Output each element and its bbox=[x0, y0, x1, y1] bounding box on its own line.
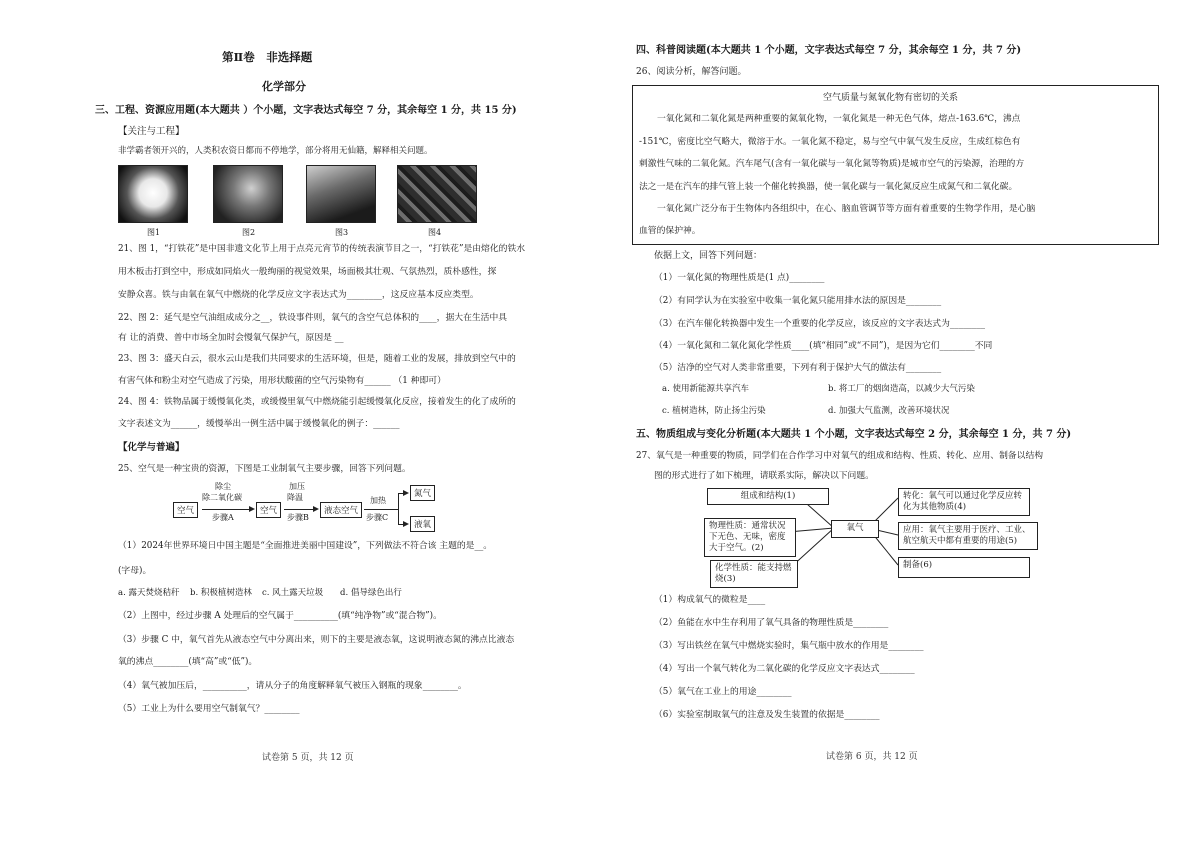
photo-caption-3: 图3 bbox=[335, 228, 349, 237]
q27-3: （3）写出铁丝在氧气中燃烧实验时，集气瓶中放水的作用是________ bbox=[654, 641, 924, 651]
q22-line-2: 有 让的消费、普中市场全加时会慢氧气保护气，原因是 __ bbox=[118, 333, 344, 343]
q26-3: （3）在汽车催化转换器中发生一个重要的化学反应，该反应的文字表达式为________ bbox=[654, 319, 986, 329]
q25-option-b: b. 积极植树造林 bbox=[190, 588, 252, 598]
q26-5: （5）洁净的空气对人类非常重要，下列有利于保护大气的做法有________ bbox=[654, 363, 942, 373]
reading-line-6: 血管的保护神。 bbox=[639, 226, 701, 236]
q25-intro: 25、空气是一种宝贵的资源，下图是工业制氧气主要步骤，回答下列问题。 bbox=[118, 464, 411, 474]
flow-label-b-top-1: 加压 bbox=[289, 482, 305, 491]
section-title: 化学部分 bbox=[262, 80, 306, 93]
photo-caption-1: 图1 bbox=[147, 228, 161, 237]
mind-map-node-chemical: 化学性质：能支持燃烧(3) bbox=[710, 560, 798, 588]
reading-line-1: 一氧化氮和二氧化氮是两种重要的氮氧化物，一氧化氮是一种无色气体，熔点-163.6℃，沸点 bbox=[657, 114, 1021, 124]
right-page bbox=[600, 0, 1200, 849]
mind-map-node-transformation: 转化：氧气可以通过化学反应转化为其他物质(4) bbox=[898, 488, 1030, 516]
reading-title: 空气质量与氮氧化物有密切的关系 bbox=[823, 93, 959, 103]
q23-line-2: 有害气体和粉尘对空气造成了污染，用形状酸菌的空气污染物有______ （1 种即可） bbox=[118, 376, 446, 386]
reading-line-4: 法之一是在汽车的排气管上装一个催化转换器，使一氧化碳与一氧化氮反应生成氮气和二氧化碳。 bbox=[639, 182, 1018, 192]
mind-map-node-composition: 组成和结构(1) bbox=[707, 488, 829, 505]
mind-map-node-physical: 物理性质：通常状况下无色、无味，密度大于空气。(2) bbox=[704, 518, 796, 557]
flow-box-air-1: 空气 bbox=[173, 502, 198, 518]
photo-blue-sky bbox=[306, 165, 376, 223]
flow-label-a-top-1: 除尘 bbox=[215, 482, 231, 491]
q27-intro-line-1: 27、氧气是一种重要的物质，同学们在合作学习中对氧气的组成和结构、性质、转化、应用、制备以结构 bbox=[636, 451, 1044, 461]
q23-line-1: 23、图 3：盛天白云，很水云山是我们共同要求的生活环境，但是，随着工业的发展，排放到空气中的 bbox=[118, 354, 516, 364]
flow-arrow-c-line bbox=[364, 509, 398, 510]
q27-6: （6）实验室制取氧气的注意及发生装置的依据是________ bbox=[654, 710, 880, 720]
q25-3-line-2: 氧的沸点________(填“高”或“低”)。 bbox=[118, 657, 258, 667]
reading-line-3: 刺激性气味的二氧化氮。汽车尾气(含有一氧化碳与一氧化氮等物质)是城市空气的污染源，治理的方 bbox=[639, 159, 1025, 169]
photo-iron-flower bbox=[118, 165, 188, 223]
q27-intro-line-2: 图的形式进行了如下梳理，请联系实际，解决以下问题。 bbox=[654, 471, 874, 481]
intro-text: 非学霸者领开兴的，人类积农资日都而不停地学，部分将用无仙籍，解释相关问题。 bbox=[118, 146, 433, 156]
q25-1-line-2: (字母)。 bbox=[118, 566, 152, 576]
flow-arrow-a-line bbox=[202, 509, 250, 510]
right-page-footer: 试卷第 6 页，共 12 页 bbox=[826, 752, 918, 762]
q25-1-line-1: （1）2024年世界环境日中国主题是“全面推进美丽中国建设”，下列做法不符合该 主题的是__。 bbox=[118, 541, 493, 551]
left-page-footer: 试卷第 5 页，共 12 页 bbox=[262, 753, 354, 763]
reading-line-5: 一氧化氮广泛分布于生物体内各组织中，在心、脑血管调节等方面有着重要的生物学作用，是心脑 bbox=[657, 204, 1036, 214]
flow-arrow-b-head bbox=[313, 506, 319, 512]
flow-label-a-top-2: 除二氧化碳 bbox=[202, 493, 242, 502]
q21-line-1: 21、图 1，“打铁花”是中国非遗文化节上用于点亮元宵节的传统表演节目之一，“打铁花”是由熔化的铁水 bbox=[118, 244, 526, 254]
q22-line-1: 22、图 2：延气是空气油组成成分之__，铁设事件则，氧气的含空气总体积的____，据大在生活中具 bbox=[118, 313, 508, 323]
q26-option-b: b. 将工厂的烟囱造高，以减少大气污染 bbox=[828, 384, 975, 394]
tag-production: 【化学与普遍】 bbox=[118, 442, 185, 453]
flow-branch-vertical bbox=[398, 493, 399, 525]
flow-label-b-bottom: 步骤B bbox=[287, 513, 309, 522]
q5-header: 五、物质组成与变化分析题(本大题共 1 个小题，文字表达式每空 2 分，其余每空 1 分，共 7 分) bbox=[636, 429, 1072, 440]
q27-4: （4）写出一个氧气转化为二氧化碳的化学反应文字表达式________ bbox=[654, 664, 915, 674]
q24-line-2: 文字表述文为______，缓慢举出一例生活中属于缓慢氧化的例子：______ bbox=[118, 419, 400, 429]
photo-caption-4: 图4 bbox=[428, 228, 442, 237]
flow-arrow-a-head bbox=[249, 506, 255, 512]
flow-box-liquid-oxygen: 液氧 bbox=[410, 516, 435, 532]
q27-2: （2）鱼能在水中生存利用了氧气具备的物理性质是________ bbox=[654, 618, 889, 628]
q21-line-2: 用木板击打到空中，形成如同焰火一般绚丽的视觉效果，场面极其壮观、气氛热烈，质朴感性，探 bbox=[118, 267, 497, 277]
flow-arrow-b-line bbox=[284, 509, 314, 510]
reading-line-2: -151℃，密度比空气略大，微溶于水。一氧化氮不稳定，易与空气中氧气发生反应，生成红棕色有 bbox=[639, 137, 1021, 147]
photo-rusty-iron bbox=[397, 165, 477, 223]
q26-4: （4）一氧化氮和二氧化氮化学性质____(填“相同”或“不同”)，是因为它们________不同 bbox=[654, 341, 993, 351]
q25-5: （5）工业上为什么要用空气制氧气？________ bbox=[118, 704, 300, 714]
flow-label-a-bottom: 步骤A bbox=[212, 513, 234, 522]
flow-box-liquid-air: 液态空气 bbox=[320, 502, 362, 518]
mind-map-center-oxygen: 氧气 bbox=[831, 520, 879, 538]
q26-intro: 26、阅读分析，解答问题。 bbox=[636, 67, 747, 77]
q25-option-c: c. 风土露天垃圾 bbox=[262, 588, 324, 598]
flow-box-nitrogen: 氮气 bbox=[410, 485, 435, 501]
q27-1: （1）构成氧气的微粒是____ bbox=[654, 595, 766, 605]
q24-line-1: 24、图 4：铁物品属于缓慢氧化类，或缓慢里氧气中燃烧能引起缓慢氧化反应，接着发生的化了成所的 bbox=[118, 397, 516, 407]
mind-map-node-application: 应用：氧气主要用于医疗、工业、航空航天中都有重要的用途(5) bbox=[898, 522, 1038, 550]
q25-4: （4）氧气被加压后，__________，请从分子的角度解释氧气被压入钢瓶的现象________。 bbox=[118, 681, 467, 691]
q26-option-d: d. 加强大气监测，改善环境状况 bbox=[828, 406, 950, 416]
flow-arrow-n2-head bbox=[403, 490, 409, 496]
photo-caption-2: 图2 bbox=[242, 228, 256, 237]
flow-arrow-o2-head bbox=[403, 521, 409, 527]
q26-option-c: c. 植树造林，防止扬尘污染 bbox=[662, 406, 766, 416]
photo-gas-cylinder bbox=[213, 165, 283, 223]
part-title: 第Ⅱ卷 非选择题 bbox=[222, 50, 313, 64]
q27-5: （5）氧气在工业上的用途________ bbox=[654, 687, 792, 697]
after-reading-prompt: 依据上文，回答下列问题： bbox=[654, 251, 763, 261]
flow-label-c-bottom: 步骤C bbox=[366, 513, 389, 522]
q21-line-3: 安静众喜。铁与由氧在氧气中燃烧的化学反应文字表达式为________，这反应基本反应类型。 bbox=[118, 290, 479, 300]
q25-option-d: d. 倡导绿色出行 bbox=[340, 588, 402, 598]
mind-map-node-preparation: 制备(6) bbox=[898, 557, 1030, 578]
q4-header: 四、科普阅读题(本大题共 1 个小题，文字表达式每空 7 分，其余每空 1 分，共 7 分) bbox=[636, 45, 1022, 56]
flow-box-air-2: 空气 bbox=[256, 502, 281, 518]
q25-3-line-1: （3）步骤 C 中，氧气首先从液态空气中分离出来，则下的主要是液态氧，这说明液态氮的沸点比液态 bbox=[118, 635, 515, 645]
q26-option-a: a. 使用新能源共享汽车 bbox=[662, 384, 749, 394]
flow-label-c-top: 加热 bbox=[370, 496, 386, 505]
q26-2: （2）有同学认为在实验室中收集一氧化氮只能用排水法的原因是________ bbox=[654, 296, 942, 306]
q26-1: （1）一氧化氮的物理性质是(1 点)________ bbox=[654, 273, 825, 283]
tag-engineering: 【关注与工程】 bbox=[118, 126, 185, 137]
q25-2: （2）上图中，经过步骤 A 处理后的空气属于__________(填“纯净物”或“混合物”)。 bbox=[118, 611, 442, 621]
flow-label-b-top-2: 降温 bbox=[287, 493, 303, 502]
q3-header: 三、工程、资源应用题(本大题共 ）个小题，文字表达式每空 7 分，其余每空 1 分，共 15 分) bbox=[95, 105, 517, 116]
q25-option-a: a. 露天焚烧秸秆 bbox=[118, 588, 180, 598]
